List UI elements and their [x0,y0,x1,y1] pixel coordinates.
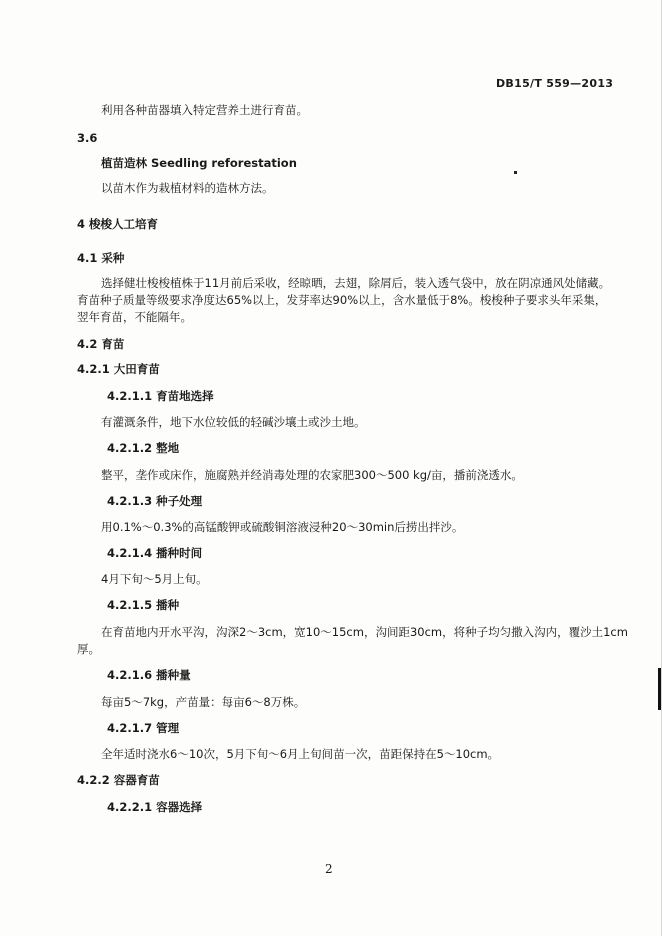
paragraph-line: 选择健壮梭梭植株于11月前后采收，经晾晒，去翅，除屑后，装入透气袋中，放在阴凉通风处储藏。 [101,276,611,290]
body-text: 用0.1%～0.3%的高锰酸钾或硫酸铜溶液浸种20～30min后捞出拌沙。 [101,520,464,534]
page-number: 2 [325,862,333,876]
section-heading: 3.6 [77,131,98,145]
paragraph-line: 育苗种子质量等级要求净度达65%以上，发芽率达90%以上，含水量低于8%。梭梭种子要求头年采集， [77,293,607,307]
paragraph-line: 在育苗地内开水平沟，沟深2～3cm，宽10～15cm，沟间距30cm，将种子均匀撒入沟内，覆沙土1cm [101,625,628,639]
document-code-header: DB15/T 559—2013 [496,77,614,90]
clause-heading: 4.2.1.5 播种 [107,598,180,612]
subsection-heading: 4.2.2 容器育苗 [77,773,160,787]
subsection-heading: 4.2.1 大田育苗 [77,362,160,376]
section-heading: 4.2 育苗 [77,337,125,351]
body-text: 4月下旬～5月上旬。 [101,572,208,586]
body-paragraph [77,624,628,658]
clause-heading: 4.2.1.3 种子处理 [107,494,203,508]
clause-heading: 4.2.1.7 管理 [107,721,180,735]
scan-speck [514,171,517,174]
clause-heading: 4.2.1.1 育苗地选择 [107,389,214,403]
body-text: 每亩5～7kg，产苗量：每亩6～8万株。 [101,695,306,709]
clause-heading: 4.2.1.6 播种量 [107,668,191,682]
body-text: 有灌溉条件，地下水位较低的轻碱沙壤土或沙土地。 [101,415,366,429]
body-text: 利用各种苗器填入特定营养土进行育苗。 [101,103,308,117]
clause-heading: 4.2.1.2 整地 [107,441,180,455]
paragraph-line: 厚。 [77,642,100,656]
clause-heading: 4.2.2.1 容器选择 [107,800,203,814]
term-definition: 以苗木作为栽植材料的造林方法。 [101,181,274,195]
paragraph-line: 翌年育苗，不能隔年。 [77,310,192,324]
body-text: 整平，垄作或床作，施腐熟并经消毒处理的农家肥300～500 kg/亩，播前浇透水。 [101,468,523,482]
chapter-heading: 4 梭梭人工培育 [77,217,159,231]
body-paragraph [77,275,610,326]
section-heading: 4.1 采种 [77,251,125,265]
body-text: 全年适时浇水6～10次，5月下旬～6月上旬间苗一次，苗距保持在5～10cm。 [101,747,500,761]
term-heading: 植苗造林 Seedling reforestation [101,156,297,170]
clause-heading: 4.2.1.4 播种时间 [107,546,203,560]
